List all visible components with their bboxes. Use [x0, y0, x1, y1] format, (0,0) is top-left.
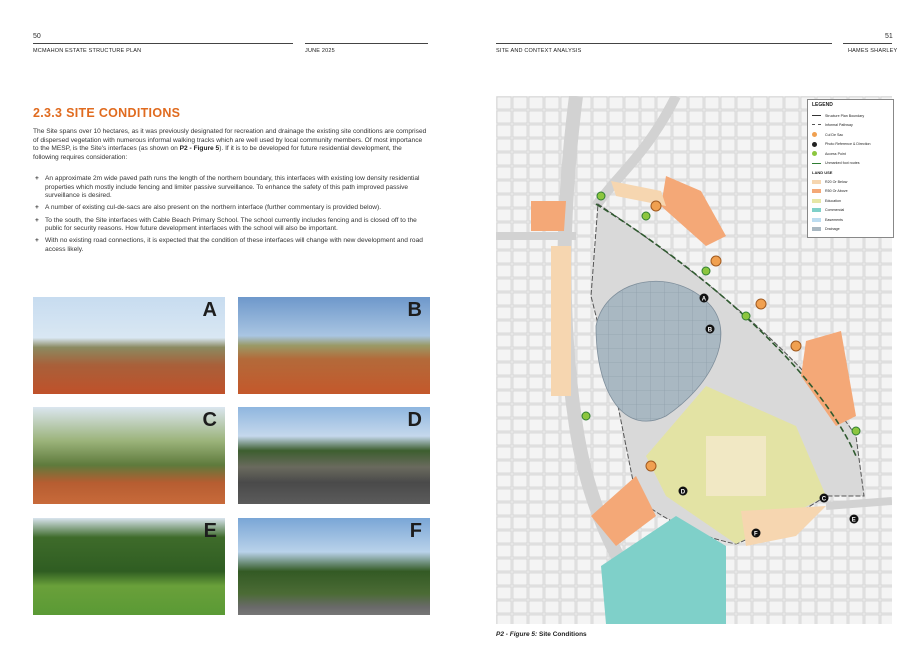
intro-paragraph: The Site spans over 10 hectares, as it was previously designated for recreation and drainage the existing site conditions are comprised of dispersed vegetation with numerous informal walking tracks which are well used by local community members. Of most importance to the MESP, is the Site's interfaces (as shown on P2 - Figure 5). If it is to be developed for future residential development, the following requires consideration:	[33, 128, 427, 161]
header-rule	[305, 43, 428, 44]
page-number-right: 51	[885, 33, 893, 40]
photo-label: A	[202, 299, 217, 321]
photo-marker-label: E	[851, 517, 856, 524]
foot-route-icon	[812, 163, 821, 164]
legend-item: Cul De Sac	[808, 130, 893, 140]
swatch-icon	[812, 199, 821, 203]
figure-caption: P2 - Figure 5: Site Conditions	[496, 631, 587, 638]
photo-label: F	[409, 520, 422, 542]
legend-title: LEGEND	[812, 102, 833, 108]
legend-item: Easements	[808, 215, 893, 225]
site-photo-b	[238, 297, 430, 394]
list-item: + An approximate 2m wide paved path runs the length of the northern boundary, this interfaces with existing low density residential properties which mostly include fencing and limiter passive surveillance. To enhance the safety of this path improved passive surveillance is desired.	[33, 175, 429, 201]
photo-marker-label: B	[707, 327, 713, 334]
map-legend	[807, 99, 894, 238]
legend-item: R20 Or Below	[808, 177, 893, 187]
swatch-icon	[812, 227, 821, 231]
list-item: + With no existing road connections, it is expected that the condition of these interfaces will change with new development and road access likely.	[33, 237, 429, 254]
legend-item: Access Point	[808, 149, 893, 159]
photo-reference-icon	[812, 142, 817, 147]
cul-de-sac-icon	[812, 132, 817, 137]
photo-marker-label: A	[701, 296, 707, 303]
header-rule	[843, 43, 892, 44]
land-use-title: LAND USE	[812, 170, 833, 175]
boundary-line-icon	[812, 115, 821, 116]
legend-item: Structure Plan Boundary	[808, 111, 893, 121]
legend-item: Education	[808, 196, 893, 206]
interface-list	[33, 175, 429, 258]
site-photo-a	[33, 297, 225, 394]
photo-marker-label: D	[680, 489, 686, 496]
swatch-icon	[812, 218, 821, 222]
header-rule	[496, 43, 832, 44]
swatch-icon	[812, 180, 821, 184]
access-point-icon	[812, 151, 817, 156]
section-heading: 2.3.3 SITE CONDITIONS	[33, 106, 181, 120]
photo-label: B	[407, 299, 422, 321]
swatch-icon	[812, 189, 821, 193]
photo-label: E	[203, 520, 217, 542]
legend-item: Unmarked foot routes	[808, 159, 893, 169]
legend-item: Drainage	[808, 225, 893, 235]
list-item: + To the south, the Site interfaces with Cable Beach Primary School. The school currently includes fencing and is closed off to the public for security reasons. How future development interfaces with the school will also be important.	[33, 217, 429, 234]
header-rule	[33, 43, 293, 44]
site-photo-c	[33, 407, 225, 504]
site-photo-f	[238, 518, 430, 615]
legend-item: R50 Or Above	[808, 187, 893, 197]
swatch-icon	[812, 208, 821, 212]
list-item: + A number of existing cul-de-sacs are also present on the northern interface (further commentary is provided below).	[33, 204, 429, 213]
figure-reference: P2 - Figure 5	[179, 145, 220, 153]
document-date: JUNE 2025	[305, 48, 335, 54]
site-photo-d	[238, 407, 430, 504]
legend-item: Commercial	[808, 206, 893, 216]
company-name: HAMES SHARLEY	[848, 48, 898, 54]
photo-label: D	[407, 409, 422, 431]
document-title: MCMAHON ESTATE STRUCTURE PLAN	[33, 48, 142, 54]
pathway-line-icon	[812, 124, 821, 126]
legend-item: Informal Pathway	[808, 121, 893, 131]
section-title: SITE AND CONTEXT ANALYSIS	[496, 48, 582, 54]
photo-marker-label: F	[754, 531, 758, 538]
page-number-left: 50	[33, 33, 41, 40]
photo-label: C	[202, 409, 217, 431]
site-photo-e	[33, 518, 225, 615]
photo-marker-label: C	[821, 496, 827, 503]
legend-item: Photo Reference & Direction	[808, 140, 893, 150]
